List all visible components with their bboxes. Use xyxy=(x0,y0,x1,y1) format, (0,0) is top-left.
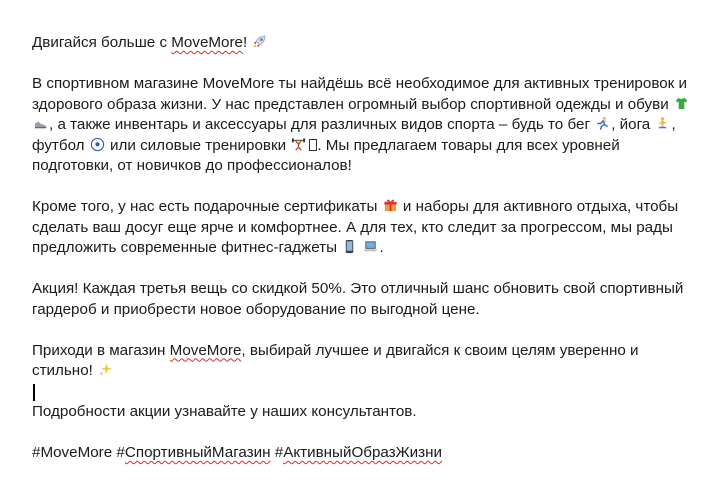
document-body[interactable] xyxy=(32,33,700,484)
runner-icon xyxy=(595,116,610,131)
store-text-4: , футбол xyxy=(32,116,676,154)
gift-icon xyxy=(383,198,398,213)
paragraph-promo: Акция! Каждая третья вещь со скидкой 50%. Это отличный шанс обновить свой спортивный гардероб и приобрести новое оборудование по выгодной цене. xyxy=(32,280,684,318)
store-text-6: . Мы предлагаем товары для всех уровней подготовки, от новичков до профессионалов! xyxy=(32,136,620,174)
visit-text-1: Приходи в магазин xyxy=(32,341,170,359)
weightlifter-icon xyxy=(291,137,306,152)
hashtag-symbol-2: # xyxy=(274,444,284,461)
brand-name: MoveMore xyxy=(171,34,244,51)
rocket-icon xyxy=(252,34,267,49)
paragraph-details: Подробности акции узнавайте у наших консультантов. xyxy=(32,403,417,420)
store-text-5: или силовые тренировки xyxy=(110,136,287,154)
paragraph-intro xyxy=(32,33,700,54)
gifts-text-2: и наборы для активного отдыха, чтобы сделать ваш досуг еще ярче и комфортнее. А для тех, кто следит за прогрессом, мы рады предложить современные фитнес-гаджеты xyxy=(32,198,679,256)
intro-text: Двигайся больше с xyxy=(32,34,172,51)
sparkles-icon xyxy=(98,362,113,377)
smartphone-icon xyxy=(342,239,357,254)
paragraph-store xyxy=(32,74,700,177)
store-text-1: В спортивном магазине MoveMore ты найдёшь всё необходимое для активных тренировок и здорового образа жизни. У нас представлен огромный выбор спортивной одежды и обуви xyxy=(32,75,688,113)
brand-name-2: MoveMore xyxy=(169,341,242,359)
gifts-text-1: Кроме того, у нас есть подарочные сертификаты xyxy=(32,198,378,215)
soccer-ball-icon xyxy=(90,137,105,152)
paragraph-visit xyxy=(32,341,700,382)
laptop-icon xyxy=(363,239,378,254)
paragraph-gifts xyxy=(32,197,700,259)
yoga-icon xyxy=(655,116,670,131)
hashtag-sports-store: СпортивныйМагазин xyxy=(124,444,271,461)
visit-text-2: , выбирай лучшее и двигайся к своим целям уверенно и стильно! xyxy=(32,341,639,379)
text-cursor xyxy=(33,384,35,401)
hashtag-active-lifestyle: АктивныйОбразЖизни xyxy=(283,444,442,461)
intro-end: ! xyxy=(243,34,248,51)
store-text-2: , а также инвентарь и аксессуары для различных видов спорта – будь то бег xyxy=(49,116,590,133)
hashtags xyxy=(32,443,700,464)
tshirt-icon xyxy=(674,96,689,111)
hashtag-movemore: #MoveMore xyxy=(32,444,113,461)
text-cursor-line[interactable] xyxy=(32,382,700,403)
gifts-text-3: . xyxy=(379,239,384,256)
store-text-3: , йога xyxy=(611,116,651,133)
sneaker-icon xyxy=(33,116,48,131)
hashtag-symbol: # xyxy=(116,444,125,461)
